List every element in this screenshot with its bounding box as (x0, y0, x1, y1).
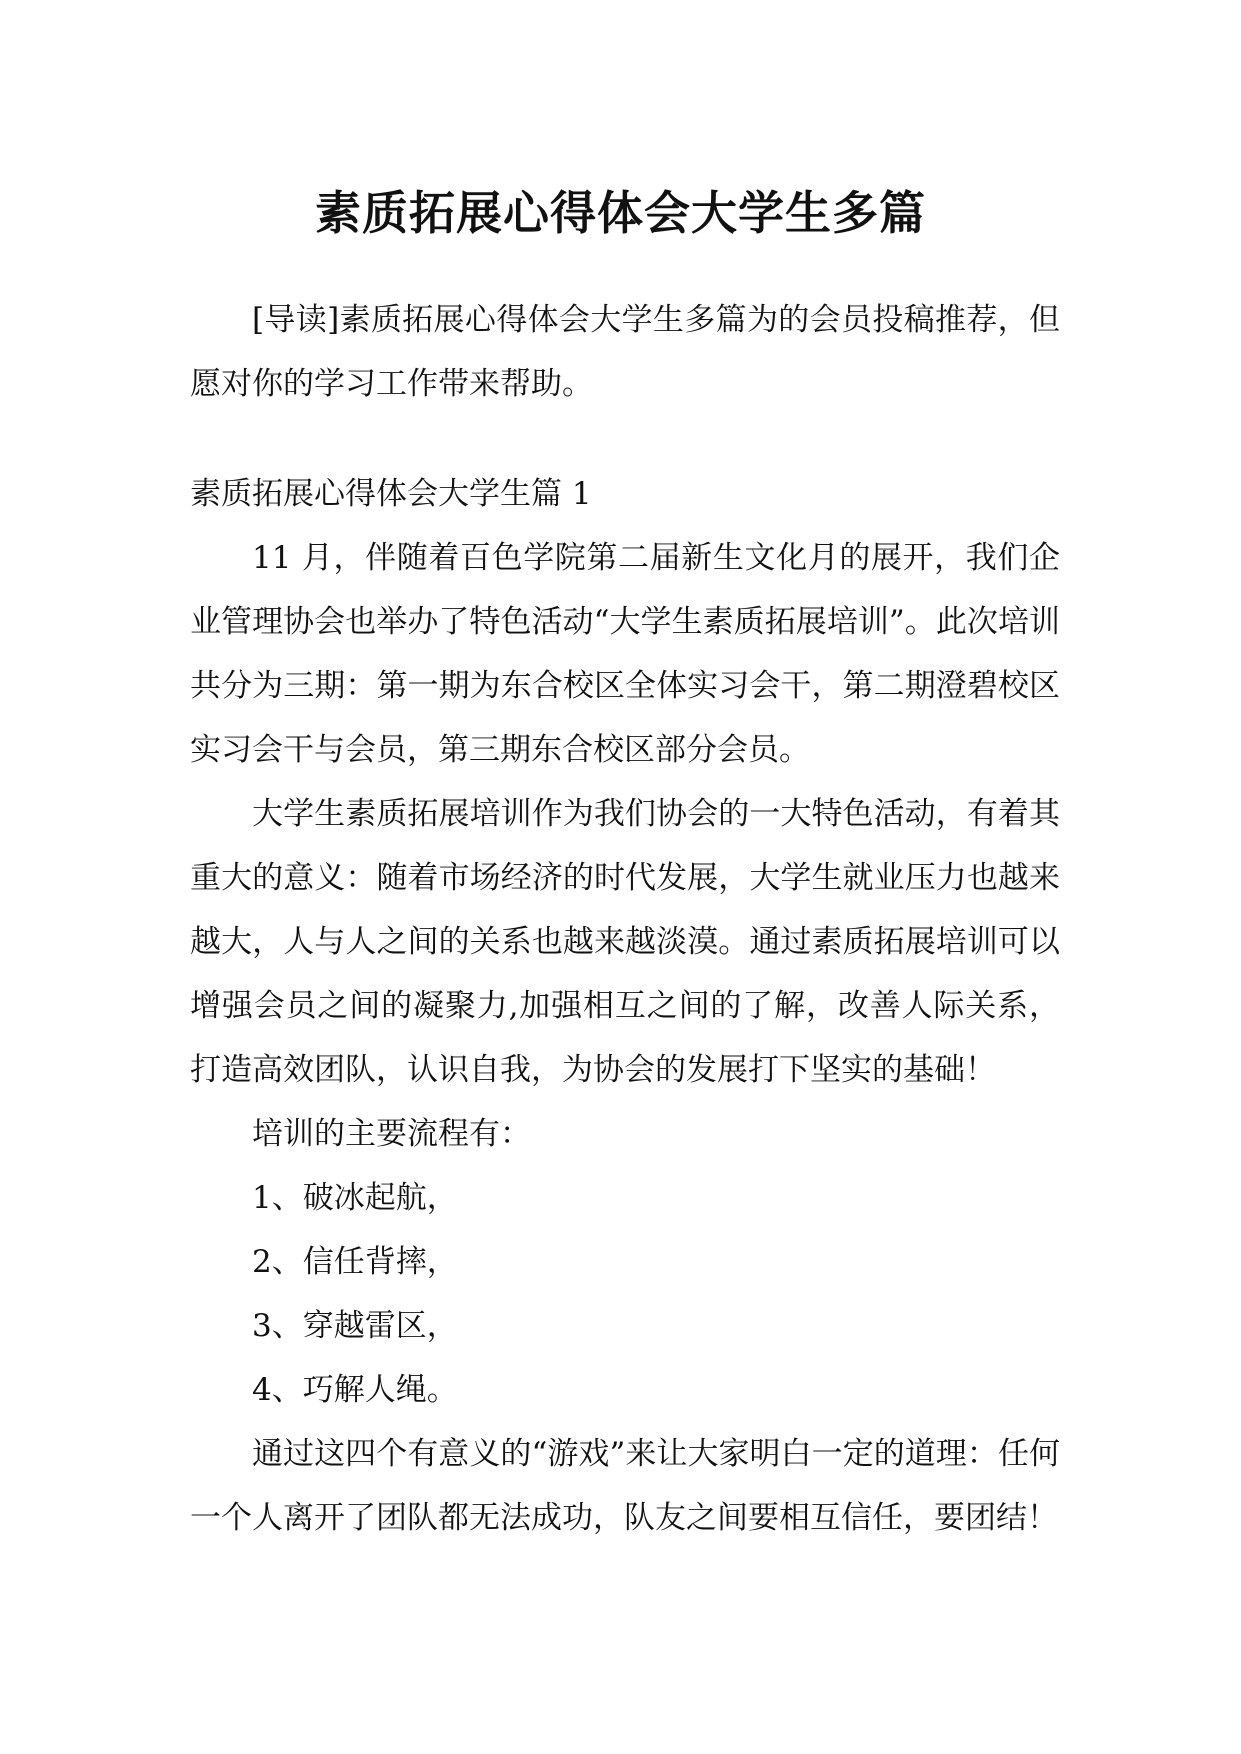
process-item-1: 1、破冰起航， (252, 1180, 458, 1216)
process-heading: 培训的主要流程有： (252, 1116, 531, 1152)
paragraph-1: 11 月，伴随着百色学院第二届新生文化月的展开，我们企业管理协会也举办了特色活动“大学生素质拓展培训”。此次培训共分为三期：第一期为东合校区全体实习会干，第二期澄碧校区实习会干与会员，第三期东合校区部分会员。 (190, 540, 1060, 768)
process-item-4: 4、巧解人绳。 (252, 1372, 458, 1408)
section-heading: 素质拓展心得体会大学生篇 1 (190, 476, 592, 512)
article-body (190, 462, 1060, 1550)
intro-block (190, 288, 1060, 416)
process-item-3: 3、穿越雷区， (252, 1308, 458, 1344)
paragraph-2: 大学生素质拓展培训作为我们协会的一大特色活动，有着其重大的意义：随着市场经济的时代发展，大学生就业压力也越来越大，人与人之间的关系也越来越淡漠。通过素质拓展培训可以增强会员之间的凝聚力,加强相互之间的了解，改善人际关系，打造高效团队，认识自我，为协会的发展打下坚实的基础！ (190, 796, 1060, 1088)
intro-paragraph: [导读]素质拓展心得体会大学生多篇为的会员投稿推荐，但愿对你的学习工作带来帮助。 (190, 302, 1060, 402)
process-item-2: 2、信任背摔， (252, 1244, 458, 1280)
conclusion-paragraph: 通过这四个有意义的“游戏”来让大家明白一定的道理：任何一个人离开了团队都无法成功，队友之间要相互信任，要团结！ (190, 1436, 1060, 1536)
document-title: 素质拓展心得体会大学生多篇 (315, 185, 926, 240)
